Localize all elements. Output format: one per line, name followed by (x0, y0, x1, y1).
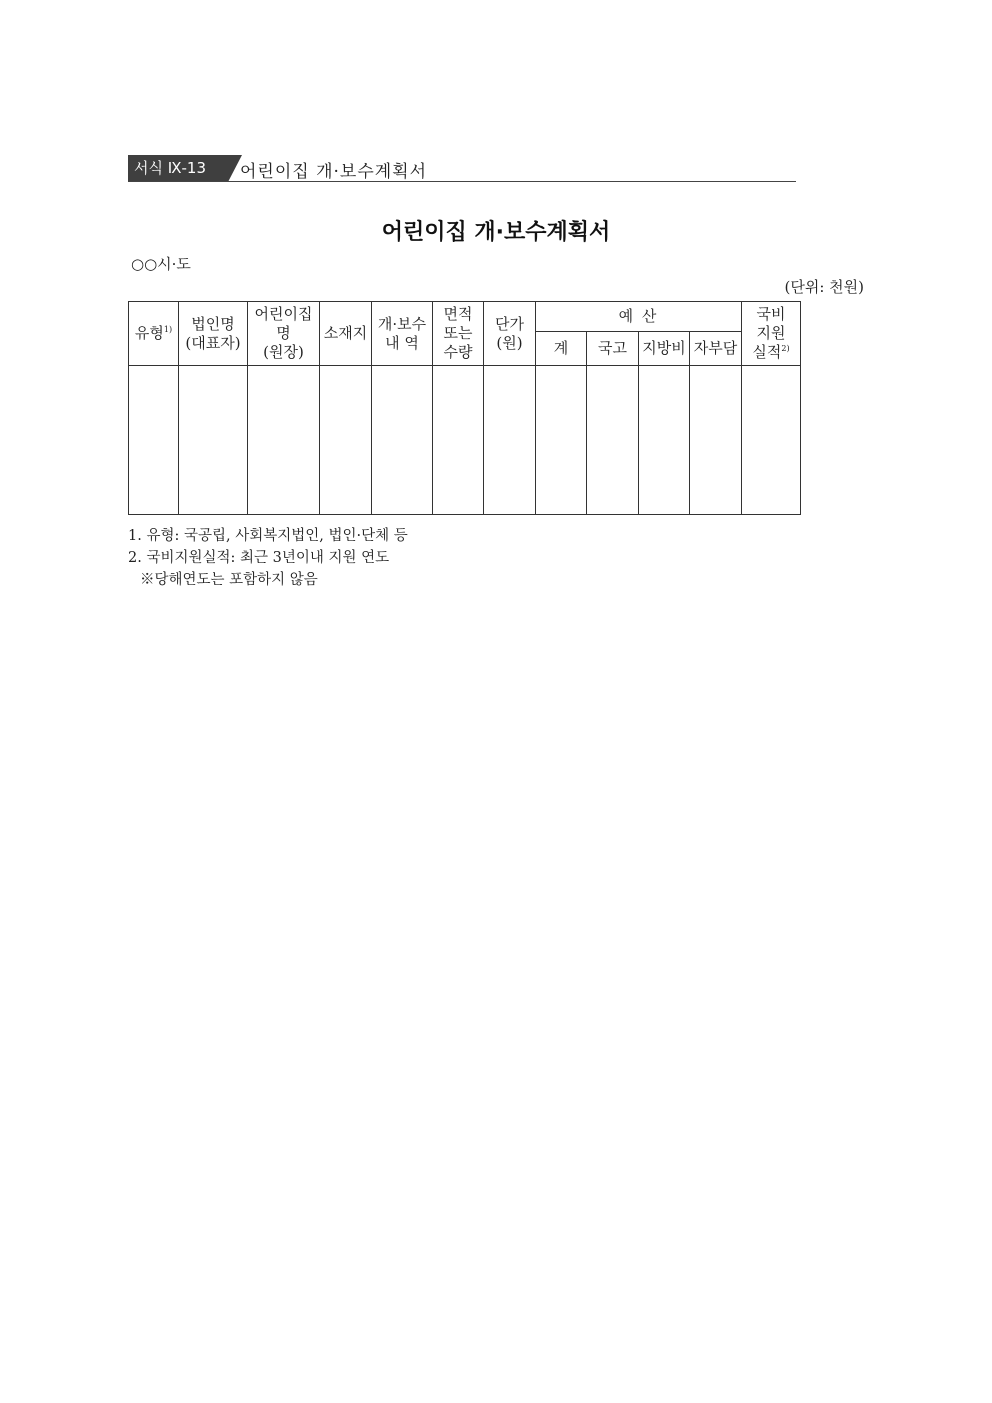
footnotes (128, 525, 408, 591)
cell-budget-self[interactable] (690, 366, 742, 515)
form-number-tag: 서식 Ⅸ-13 (128, 155, 228, 182)
col-unit-price: 단가 (원) (484, 302, 536, 366)
col-corp-name: 법인명 (대표자) (179, 302, 248, 366)
cell-corp-name[interactable] (179, 366, 248, 515)
col-center-name: 어린이집 명 (원장) (248, 302, 320, 366)
cell-unit-price[interactable] (484, 366, 536, 515)
cell-center-name[interactable] (248, 366, 320, 515)
form-header-title: 어린이집 개·보수계획서 (240, 162, 428, 182)
header-divider (128, 181, 796, 182)
col-national-support: 국비 지원 실적$^{2)}$ (742, 302, 801, 366)
col-budget-self: 자부담 (690, 332, 742, 366)
footnote-support: 2. 국비지원실적: 최근 3년이내 지원 연도 (128, 550, 390, 566)
col-type: 유형$^{1)}$ (129, 302, 179, 366)
unit-label: (단위: 천원) (784, 278, 864, 296)
col-budget: 예 산 (536, 302, 742, 332)
cell-type[interactable] (129, 366, 179, 515)
col-repair-detail: 개·보수 내 역 (372, 302, 433, 366)
col-area-quantity: 면적 또는 수량 (433, 302, 484, 366)
col-budget-total: 계 (536, 332, 587, 366)
col-budget-national: 국고 (587, 332, 639, 366)
repair-plan-table (128, 301, 801, 515)
footnote-remark: ※당해연도는 포함하지 않음 (140, 572, 318, 588)
table-row (129, 366, 801, 515)
cell-area-quantity[interactable] (433, 366, 484, 515)
cell-budget-national[interactable] (587, 366, 639, 515)
col-budget-local: 지방비 (639, 332, 690, 366)
cell-budget-total[interactable] (536, 366, 587, 515)
footnote-type: 1. 유형: 국공립, 사회복지법인, 법인·단체 등 (128, 528, 408, 544)
cell-national-support[interactable] (742, 366, 801, 515)
form-header (128, 155, 796, 183)
region-label: ○○시·도 (131, 255, 191, 273)
cell-budget-local[interactable] (639, 366, 690, 515)
col-location: 소재지 (320, 302, 372, 366)
cell-location[interactable] (320, 366, 372, 515)
document-title: 어린이집 개·보수계획서 (381, 220, 611, 245)
cell-repair-detail[interactable] (372, 366, 433, 515)
